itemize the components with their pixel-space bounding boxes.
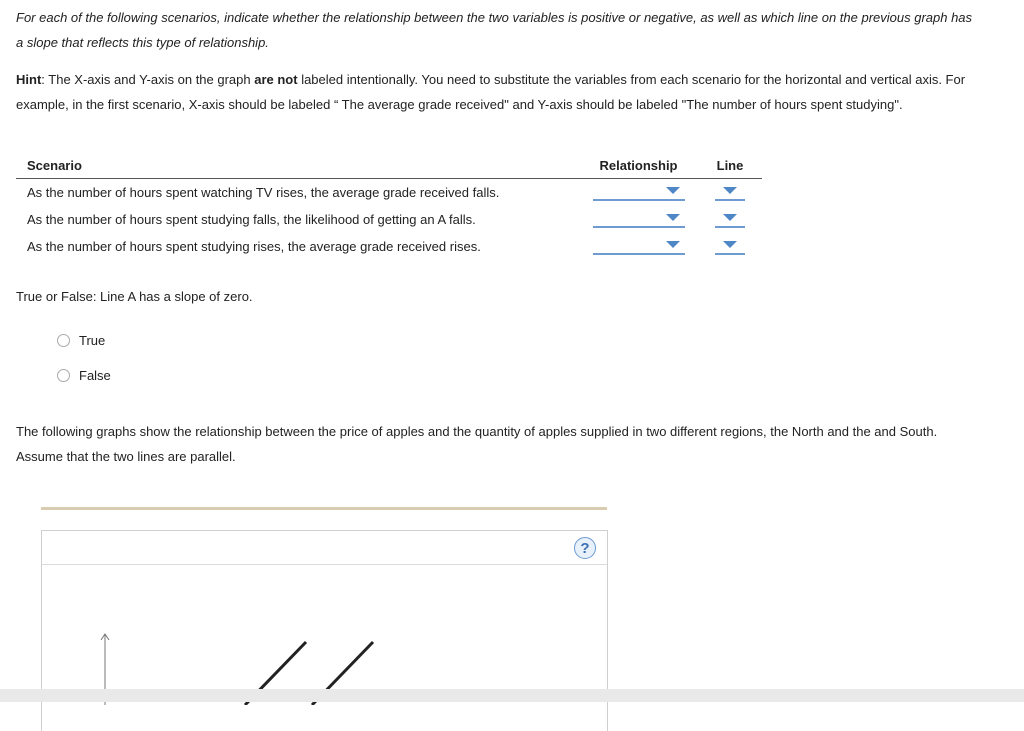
hint-emphasis: are not	[254, 72, 298, 87]
table-row	[16, 206, 762, 233]
hint-text-part-1: : The X-axis and Y-axis on the graph	[41, 72, 255, 87]
instructions-text: For each of the following scenarios, indicate whether the relationship between the two variables is positive or negative, as well as which line on the previous graph has a slope that reflects this type of relationship.	[16, 10, 973, 50]
dropdown-arrow-icon	[666, 214, 680, 221]
dropdown-arrow-icon	[723, 214, 737, 221]
relationship-dropdown-3[interactable]	[593, 239, 685, 255]
scenario-text: As the number of hours spent studying falls, the likelihood of getting an A falls.	[27, 212, 476, 227]
line-dropdown-2[interactable]	[715, 212, 745, 228]
scenario-table	[16, 153, 762, 260]
relationship-dropdown-2[interactable]	[593, 212, 685, 228]
table-row	[16, 233, 762, 260]
header-relationship: Relationship	[579, 153, 698, 179]
apple-supply-graph	[42, 565, 607, 705]
true-false-question: True or False: Line A has a slope of zero.	[16, 289, 253, 304]
window-bottom-bar	[0, 689, 1024, 702]
section-divider	[41, 507, 607, 510]
table-header-row	[16, 153, 762, 179]
hint-label: Hint	[16, 72, 42, 87]
line-dropdown-1[interactable]	[715, 185, 745, 201]
dropdown-arrow-icon	[666, 241, 680, 248]
header-scenario: Scenario	[16, 153, 579, 179]
scenario-text: As the number of hours spent watching TV rises, the average grade received falls.	[27, 185, 500, 200]
dropdown-arrow-icon	[723, 241, 737, 248]
option-true[interactable]	[57, 333, 105, 348]
dropdown-arrow-icon	[666, 187, 680, 194]
dropdown-arrow-icon	[723, 187, 737, 194]
header-line: Line	[698, 153, 762, 179]
table-row	[16, 179, 762, 207]
option-true-label: True	[79, 333, 106, 348]
line-dropdown-3[interactable]	[715, 239, 745, 255]
help-button[interactable]	[574, 537, 596, 559]
hint-text	[16, 67, 976, 117]
help-icon: ?	[580, 539, 590, 557]
scenario-text: As the number of hours spent studying rises, the average grade received rises.	[27, 239, 481, 254]
hint-text-part-2: labeled intentionally. You need to substitute the variables from each scenario for the horizontal and vertical axis. For example, in the first scenario, X-axis should be labeled “ The average grade received" and Y-axis should be labeled "The number of hours spent studying".	[16, 72, 966, 112]
relationship-dropdown-1[interactable]	[593, 185, 685, 201]
graph-toolbar	[42, 531, 607, 565]
option-false-label: False	[79, 368, 111, 383]
option-false[interactable]	[57, 368, 111, 383]
radio-true[interactable]	[57, 334, 70, 347]
graph-description-text: The following graphs show the relationship between the price of apples and the quantity of apples supplied in two different regions, the North and the and South. Assume that the two lines are parallel.	[16, 424, 938, 464]
radio-false[interactable]	[57, 369, 70, 382]
